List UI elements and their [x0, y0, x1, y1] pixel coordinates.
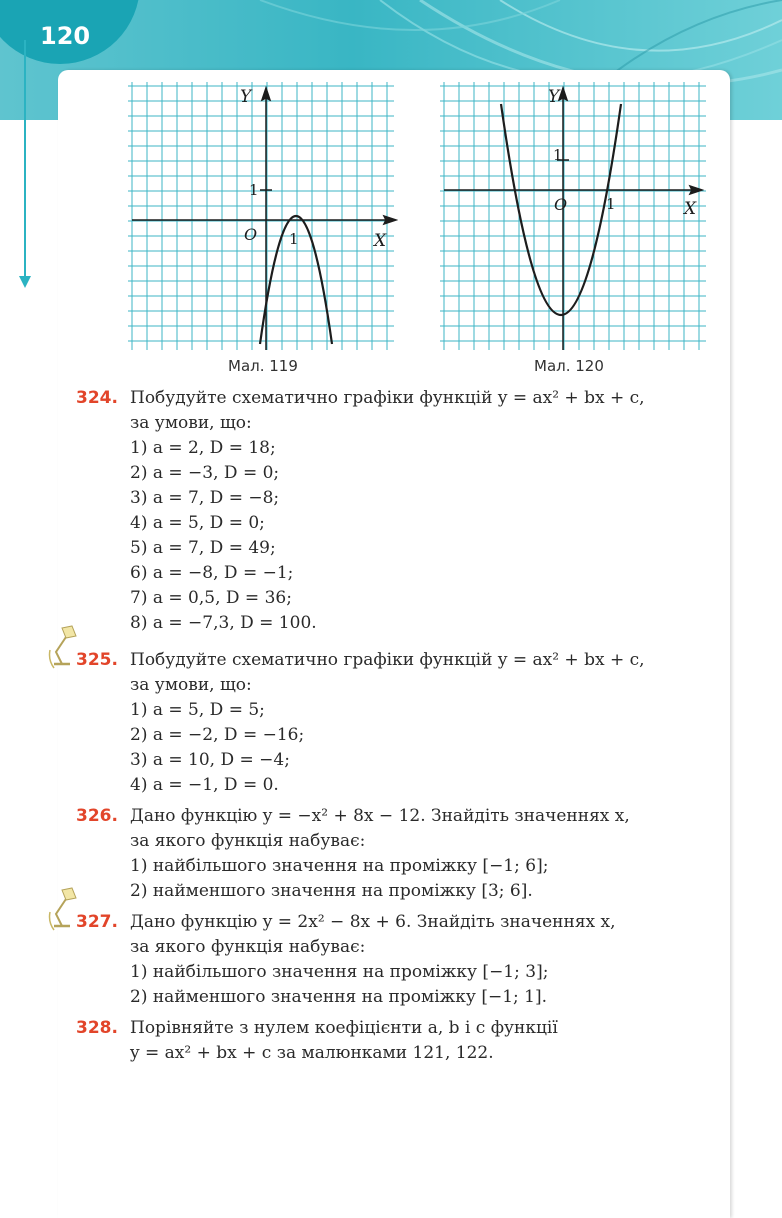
side-line	[24, 40, 26, 280]
figure-119-y-label: Y	[240, 87, 252, 107]
problem-text: за якого функція набуває:	[130, 937, 366, 957]
problem-text: за якого функція набуває:	[130, 831, 366, 851]
figure-119-origin-label: O	[244, 225, 258, 244]
list-item: 1) a = 5, D = 5;	[130, 700, 265, 720]
problem-text: Побудуйте схематично графіки функцій y = ax² + bx + c,	[130, 650, 645, 670]
figure-120-y-tick-label: 1	[553, 146, 563, 164]
list-item: 3) a = 10, D = −4;	[130, 750, 290, 770]
problem-number: 328.	[76, 1018, 118, 1038]
list-item: 4) a = −1, D = 0.	[130, 775, 279, 795]
list-item: 5) a = 7, D = 49;	[130, 538, 276, 558]
figure-120-x-label: X	[684, 199, 697, 219]
list-item: 7) a = 0,5, D = 36;	[130, 588, 292, 608]
problem-number: 327.	[76, 912, 118, 932]
figure-119-caption: Мал. 119	[228, 357, 298, 375]
problem-number: 325.	[76, 650, 118, 670]
list-item: 2) найменшого значення на проміжку [3; 6].	[130, 881, 533, 901]
problem-text: Дано функцію y = 2x² − 8x + 6. Знайдіть значеннях x,	[130, 912, 616, 932]
list-item: 2) a = −3, D = 0;	[130, 463, 280, 483]
problem-327	[76, 910, 716, 1010]
problem-text: Порівняйте з нулем коефіцієнти a, b і c функції	[130, 1018, 558, 1038]
problem-items	[130, 698, 716, 798]
page-number: 120	[40, 22, 91, 50]
list-item: 1) найбільшого значення на проміжку [−1; 3];	[130, 962, 549, 982]
figure-120-caption: Мал. 120	[534, 357, 604, 375]
list-item: 2) a = −2, D = −16;	[130, 725, 305, 745]
figure-120-y-label: Y	[548, 87, 560, 107]
figure-119	[128, 82, 398, 354]
list-item: 1) найбільшого значення на проміжку [−1; 6];	[130, 856, 549, 876]
figure-120	[440, 82, 710, 354]
problem-items	[130, 960, 716, 1010]
figure-119-y-tick-label: 1	[249, 181, 259, 199]
figure-120-origin-label: O	[554, 195, 568, 214]
problem-328	[76, 1016, 716, 1066]
problem-text: y = ax² + bx + c за малюнками 121, 122.	[130, 1043, 494, 1063]
list-item: 8) a = −7,3, D = 100.	[130, 613, 317, 633]
problem-324	[76, 386, 716, 636]
problem-number: 326.	[76, 806, 118, 826]
problem-325	[76, 648, 716, 798]
figure-119-x-tick-label: 1	[289, 230, 299, 248]
figure-119-x-label: X	[374, 231, 387, 251]
list-item: 6) a = −8, D = −1;	[130, 563, 294, 583]
problem-326	[76, 804, 716, 904]
problem-text: Побудуйте схематично графіки функцій y = ax² + bx + c,	[130, 388, 645, 408]
figure-119-graph	[128, 82, 398, 354]
figure-120-x-tick-label: 1	[606, 195, 616, 213]
list-item: 1) a = 2, D = 18;	[130, 438, 276, 458]
down-arrow-icon	[19, 276, 31, 288]
list-item: 2) найменшого значення на проміжку [−1; 1].	[130, 987, 547, 1007]
list-item: 3) a = 7, D = −8;	[130, 488, 280, 508]
problem-items	[130, 436, 716, 636]
list-item: 4) a = 5, D = 0;	[130, 513, 265, 533]
problem-items	[130, 854, 716, 904]
problem-number: 324.	[76, 388, 118, 408]
problem-text: за умови, що:	[130, 413, 252, 433]
problem-text: Дано функцію y = −x² + 8x − 12. Знайдіть значеннях x,	[130, 806, 630, 826]
figure-120-graph	[440, 82, 710, 354]
problem-text: за умови, що:	[130, 675, 252, 695]
